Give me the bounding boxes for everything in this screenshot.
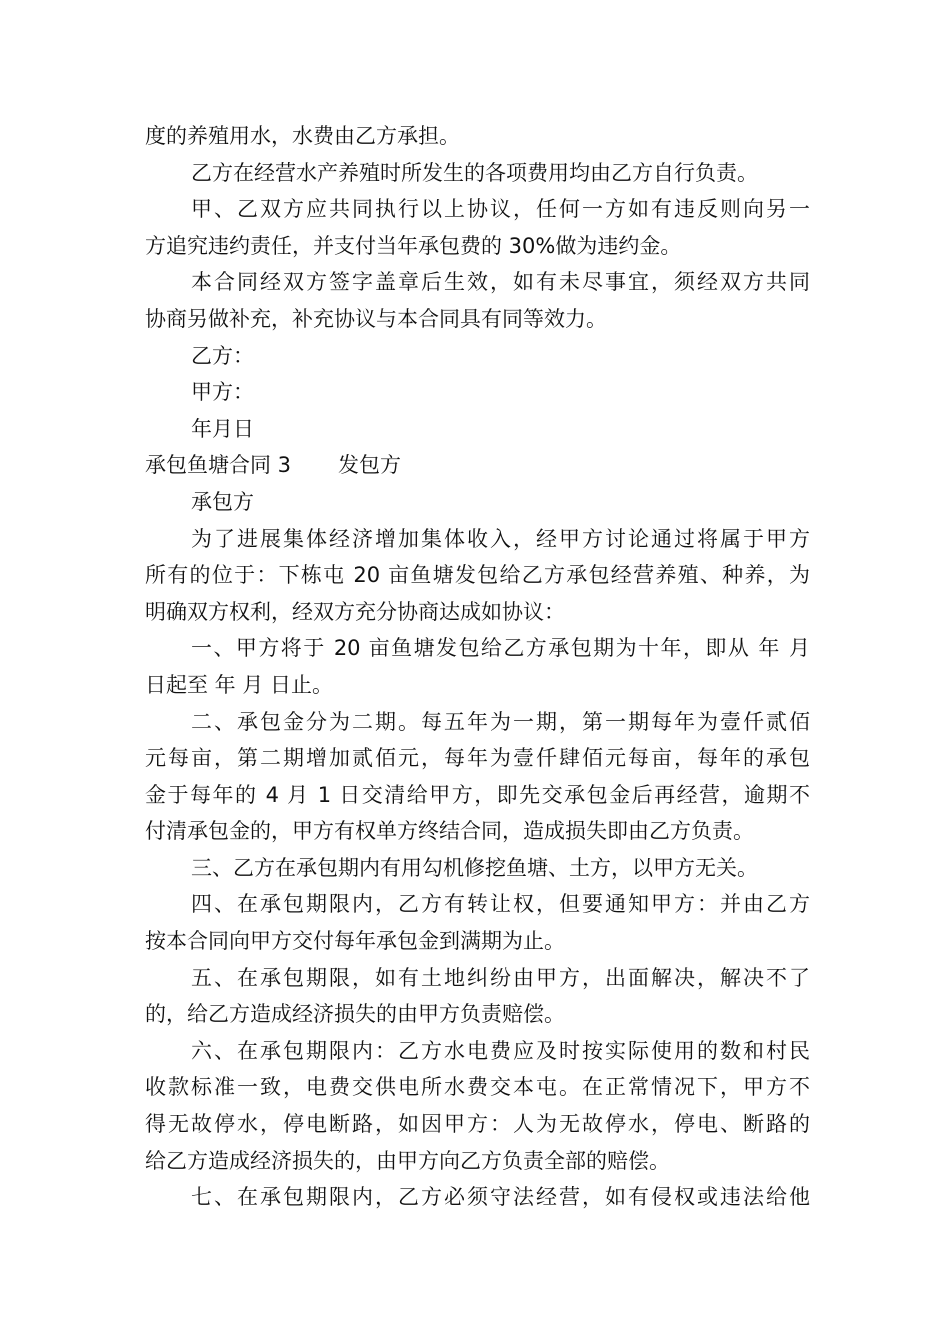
text-line: 按本合同向甲方交付每年承包金到满期为止。 <box>145 929 565 954</box>
text-line: 三、乙方在承包期内有用勾机修挖鱼塘、土方，以甲方无关。 <box>191 855 758 880</box>
text-line: 协商另做补充，补充协议与本合同具有同等效力。 <box>145 306 607 331</box>
text-line: 甲、乙双方应共同执行以上协议，任何一方如有违反则向另一 <box>191 197 810 222</box>
text-line: 为了进展集体经济增加集体收入，经甲方讨论通过将属于甲方 <box>191 526 810 551</box>
text-line: 日起至 年 月 日止。 <box>145 672 334 697</box>
text-line: 得无故停水，停电断路，如因甲方：人为无故停水，停电、断路的 <box>145 1112 810 1137</box>
text-line: 甲方： <box>191 380 254 405</box>
contract-title: 承包鱼塘合同 3 <box>145 453 292 478</box>
text-line: 承包方 <box>191 489 254 514</box>
text-line: 乙方在经营水产养殖时所发生的各项费用均由乙方自行负责。 <box>191 160 758 185</box>
text-line: 元每亩，第二期增加贰佰元，每年为壹仟肆佰元每亩，每年的承包 <box>145 746 810 771</box>
text-line: 付清承包金的，甲方有权单方终结合同，造成损失即由乙方负责。 <box>145 819 754 844</box>
text-line: 七、在承包期限内，乙方必须守法经营，如有侵权或违法给他 <box>191 1185 810 1210</box>
text-line: 度的养殖用水，水费由乙方承担。 <box>145 124 460 148</box>
paragraphs-before-heading <box>145 118 810 447</box>
text-line: 年月日 <box>191 416 254 441</box>
text-line: 收款标准一致，电费交供电所水费交本屯。在正常情况下，甲方不 <box>145 1075 810 1100</box>
text-line: 四、在承包期限内，乙方有转让权，但要通知甲方：并由乙方 <box>191 892 810 917</box>
text-line: 一、甲方将于 20 亩鱼塘发包给乙方承包期为十年，即从 年 月 <box>191 636 810 661</box>
paragraphs-after-heading <box>145 484 810 1216</box>
text-line: 明确双方权利，经双方充分协商达成如协议： <box>145 599 565 624</box>
text-line: 给乙方造成经济损失的，由甲方向乙方负责全部的赔偿。 <box>145 1148 670 1173</box>
document-body <box>145 118 810 1216</box>
text-line: 本合同经双方签字盖章后生效，如有未尽事宜，须经双方共同 <box>191 270 810 295</box>
text-line: 方追究违约责任，并支付当年承包费的 30%做为违约金。 <box>145 233 682 258</box>
text-line: 六、在承包期限内：乙方水电费应及时按实际使用的数和村民 <box>191 1038 810 1063</box>
section-heading <box>145 447 810 484</box>
text-line: 所有的位于：下栋屯 20 亩鱼塘发包给乙方承包经营养殖、种养，为 <box>145 563 810 588</box>
text-line: 乙方： <box>191 343 254 368</box>
text-line: 二、承包金分为二期。每五年为一期，第一期每年为壹仟贰佰 <box>191 709 810 734</box>
text-line: 的，给乙方造成经济损失的由甲方负责赔偿。 <box>145 1002 565 1027</box>
text-line: 五、在承包期限，如有土地纠纷由甲方，出面解决，解决不了 <box>191 965 810 990</box>
contract-party-label: 发包方 <box>338 453 401 478</box>
text-line: 金于每年的 4 月 1 日交清给甲方，即先交承包金后再经营，逾期不 <box>145 782 810 807</box>
